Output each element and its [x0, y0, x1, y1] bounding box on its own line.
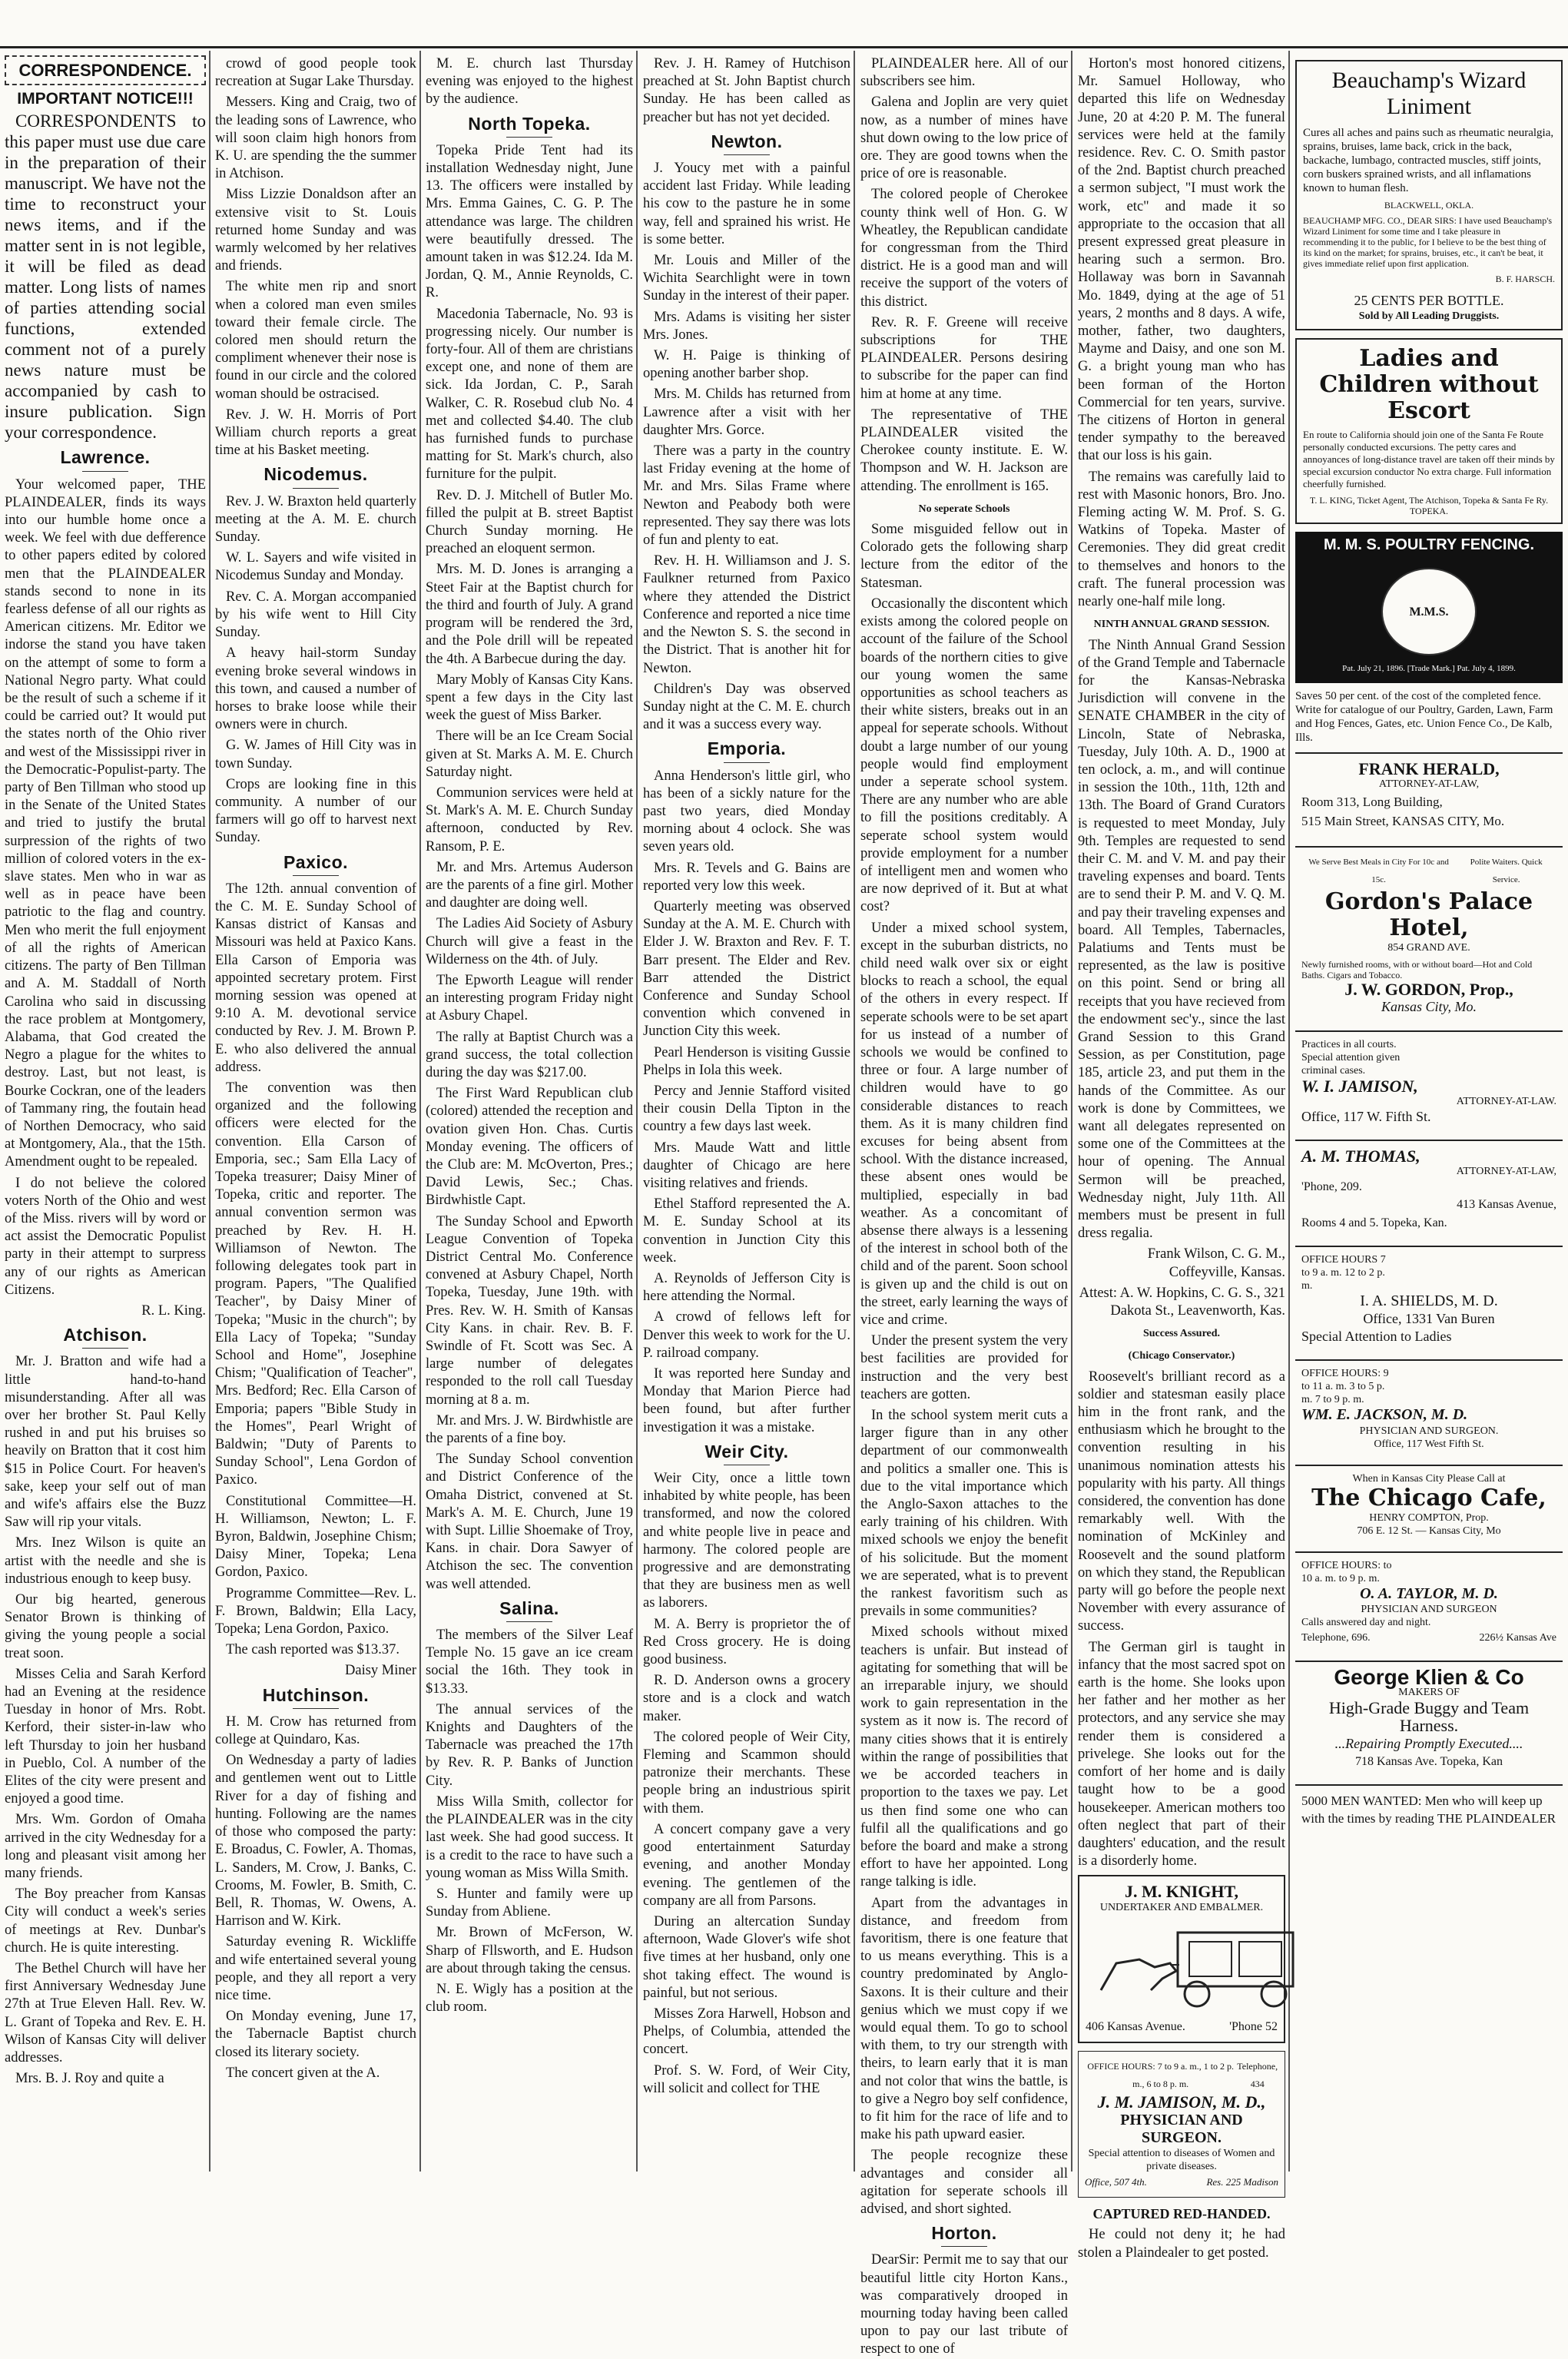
article-paragraph: Mrs. M. D. Jones is arranging a Steet Fair at the Baptist church for the third and fourth of July. A grand program will be rendered the 3rd, and the Pole drill will be repeated the 4th. A Barbecue during the day.	[426, 562, 633, 667]
article-paragraph: The German girl is taught in infancy that the most sacred spot on earth is the home. She looks upon her father and her mother as her protectors, and any service she may render them is considered a privelege. She looks out for the comfort of her home and is daily taught how to be a good housekeeper. American mothers too often neglect that part of their daughters' education, and the result is a disorderly home.	[1078, 1639, 1285, 1870]
ad-repair: ...Repairing Promptly Executed....	[1334, 1735, 1523, 1751]
section-heading-hutchinson: Hutchinson.	[215, 1687, 416, 1709]
article-paragraph: Mary Mobly of Kansas City Kans. spent a few days in the City last week the guest of Miss Barker.	[426, 672, 633, 724]
article-paragraph: R. D. Anderson owns a grocery store and is a clock and watch maker.	[643, 1673, 850, 1724]
section-heading-north-topeka: North Topeka.	[426, 115, 633, 138]
article-paragraph: S. Hunter and family were up Sunday from Abliene.	[426, 1886, 633, 1920]
ad-role: ATTORNEY-AT-LAW,	[1456, 1166, 1556, 1178]
article-paragraph: The First Ward Republican club (colored) attended the reception and ovation given Hon. Chas. Curtis Monday evening. The officers of the Club are: M. McOverton, Pres.; David Lewis, Sec.; Chas. Birdwhistle Capt.	[426, 1086, 633, 1209]
ad-header-row	[1301, 854, 1556, 889]
ad-room: Room 313, Long Building,	[1301, 794, 1443, 809]
article-paragraph: On Wednesday a party of ladies and gentlemen went out to Little River for a day of fishing and hunting. Following are the names of those who composed the party: E. Broadus, C. Fowler, A. Thomas, L. Sanders, M. Crow, J. Banks, C. Crooms, M. Fowler, B. Smith, C. Bell, R. Thomas, W. Owens, A. Harrison and W. Kirk.	[215, 1753, 416, 1929]
article-paragraph: Mixed schools without mixed teachers is unfair. But instead of agitating for something that will be an irreparable injury, we should work to gain representation in the system as it now is. The record of many cities shows that it is entirely within the range of possibilities that we be accorded teachers in proportion to the taxes we pay. Let us then find some one who can fulfil all the qualifications and go before the board and make a strong effort to have her appointed. Long range talking is idle.	[860, 1624, 1068, 1890]
article-paragraph: Programme Committee—Rev. L. F. Brown, Baldwin; Ella Lacy, Topeka; Lena Gordon, Paxico.	[215, 1585, 416, 1637]
article-paragraph: Rev. R. F. Greene will receive subscriptions for THE PLAINDEALER. Persons desiring to subscribe for the paper can find him at home at any time.	[860, 314, 1068, 402]
ad-am-thomas	[1295, 1140, 1563, 1238]
column-rule	[1071, 51, 1072, 2172]
ad-santa-fe-escort	[1295, 338, 1563, 524]
article-paragraph: Mr. and Mrs. J. W. Birdwhistle are the parents of a fine boy.	[426, 1412, 633, 1447]
ad-sold-by: Sold by All Leading Druggists.	[1358, 310, 1500, 323]
ad-chicago-cafe	[1295, 1465, 1563, 1544]
ad-physician-jamison	[1078, 2051, 1285, 2198]
section-heading-weir-city: Weir City.	[643, 1443, 850, 1465]
ad-address: 706 E. 12 St. — Kansas City, Mo	[1357, 1525, 1501, 1537]
ad-address: 226½ Kansas Ave	[1479, 1631, 1556, 1644]
ad-name: I. A. SHIELDS, M. D.	[1360, 1292, 1498, 1309]
article-paragraph: Under the present system the very best facilities are provided for instruction and the very best teachers are gotten.	[860, 1333, 1068, 1402]
ad-city: Kansas City, Mo.	[1381, 999, 1477, 1015]
ad-role: PHYSICIAN AND SURGEON.	[1120, 2111, 1243, 2146]
article-paragraph: Your welcomed paper, THE PLAINDEALER, finds its ways into our humble home once a week. We feel with due defference to other papers edited by colored men that the PLAINDEALER stands second to none in its fearless defense of all our rights as American citizens. Mr. Editor we indorse the stand you have taken on the attempt of some to form a National Negro party. What could be the result of such a scheme if it could be carried out? It would put the states north of the Ohio river and west of the Mississippi river in the Democratic-Populist-party. The party of Ben Tillman who stood up in the Senate of the United States and tried to justify the brutal surpression of the rights of two million of colored voters in the ex-slave states. Men who in war as well as in peace have been patriotic to the flag and country. Men who merit the full enjoyment of all the rights of American citizens. The party of Ben Tillman and A. M. Staddall of North Carolina who said in discussing the race problem at Montgomery, Alabama, that God created the Negro a plague for the whites to destroy. Last, but not least, is Bourke Cockran, one of the leaders of Tammany ring, the foutain head of Northen Democracy, who said at Montgomery, Ala., that the 15th. Amendment ought to be repealed.	[5, 476, 206, 1170]
ad-title: Gordon's Palace Hotel,	[1324, 888, 1533, 942]
article-paragraph: Apart from the advantages in distance, and freedom from favoritism, there is one feature that to us means everything. This is a country predominated by Anglo-Saxons. It is their culture and their genius which we must copy if we would equal them. To go to school with them, to try our strength with theirs, to learn early that it is man and not color that wins the battle, is to give a Negro boy self confidence, to fit him for the race of life and to make his path upward easier.	[860, 1895, 1068, 2143]
ad-title: The Chicago Cafe,	[1311, 1484, 1546, 1511]
article-paragraph: W. L. Sayers and wife visited in Nicodemus Sunday and Monday.	[215, 550, 416, 584]
ad-men-wanted: 5000 MEN WANTED: Men who will keep up with the times by reading THE PLAINDEALER	[1295, 1784, 1563, 1833]
ad-wizard-liniment	[1295, 60, 1563, 330]
article-paragraph: The convention was then organized and the following officers were elected for the convention. Ella Carson of Emporia, sec.; Sam Ella Lacy of Topeka treasurer; Daisy Miner of Topeka, critic and reporter. The annual convention sermon was preached by Rev. H. H. Williamson of Newton. The following delegates took part in program. Papers, "The Qualified Teacher", by Daisy Miner of Topeka; "Music in the church"; by Ella Lacy of Topeka; "Sunday School and Home", Josephine Chism; "Qualification of Teacher", Mrs. Bedford; Rec. Ella Carson of Emporia; papers "Bible Study in the Homes", Pearl Wright of Baldwin; "Duty of Parents to Sunday School", Lena Gordon of Paxico.	[215, 1080, 416, 1488]
article-paragraph: The representative of THE PLAINDEALER visited the Cherokee county institute. E. W. Thompson and W. H. Jackson are attending. The enrollment is 165.	[860, 406, 1068, 494]
fence-logo-icon: M.M.S.	[1381, 568, 1477, 655]
ad-note: When in Kansas City Please Call at	[1352, 1472, 1506, 1485]
article-paragraph: Rev. H. H. Williamson and J. S. Faulkner returned from Paxico where they attended the District Conference and reported a nice time and the Newton S. S. the second in the District. That is another hit for Newton.	[643, 553, 850, 676]
article-paragraph: There was a party in the country last Friday evening at the home of Mr. and Mrs. Silas Frame where Newton and Peabody both were represented. They say there was lots of fun and plenty to eat.	[643, 443, 850, 549]
column-4	[643, 55, 850, 2145]
article-paragraph: Mr. J. Bratton and wife had a little hand-to-hand misunderstanding. After all was over her brother St. Paul Kelly rushed in and put his bruises so heavily on Bratton that it cost him $15 in Police Court. For heaven's sake, keep your self out of man and wife's affairs else the Buzz Saw will rip your vitals.	[5, 1354, 206, 1531]
ad-office: Office, 117 W. Fifth St.	[1301, 1108, 1431, 1124]
ad-patent-dates: Pat. July 21, 1896. [Trade Mark.] Pat. July 4, 1899.	[1342, 664, 1516, 674]
ad-role: PHYSICIAN AND SURGEON	[1361, 1603, 1497, 1615]
ad-address: 515 Main Street, KANSAS CITY, Mo.	[1301, 813, 1505, 828]
article-paragraph: Miss Willa Smith, collector for the PLAINDEALER was in the city last week. She had good success. It is a credit to the race to have such a young woman as Miss Willa Smith.	[426, 1793, 633, 1881]
article-paragraph: The remains was carefully laid to rest with Masonic honors, Bro. Jno. Fleming acting W. M. Prof. S. G. Watkins of Topeka. Master of Ceremonies. They did great credit to themselves and honors to the craft. The funeral procession was nearly one-half mile long.	[1078, 469, 1285, 610]
article-paragraph: Mrs. R. Tevels and G. Bains are reported very low this week.	[643, 860, 850, 894]
section-heading-grand-session: NINTH ANNUAL GRAND SESSION.	[1093, 619, 1270, 631]
ad-address-row	[1086, 2018, 1278, 2036]
ad-role: UNDERTAKER AND EMBALMER.	[1099, 1901, 1264, 1913]
article-paragraph: Weir City, once a little town inhabited by white people, has been transformed, and now the colored and white people live in peace and harmony. The colored people are progressive and are demonstrating that they are business men as well as laborers.	[643, 1471, 850, 1611]
article-paragraph: Ethel Stafford represented the A. M. E. Sunday School at its convention in Junction City this week.	[643, 1196, 850, 1266]
section-heading-no-separate-schools: No seperate Schools	[918, 503, 1010, 515]
ad-note: Practices in all courts. Special attention given criminal cases.	[1301, 1038, 1401, 1077]
ad-frank-herald	[1295, 752, 1563, 838]
article-paragraph: It was reported here Sunday and Monday that Marion Pierce had been found, but after further investigation it was a mistake.	[643, 1366, 850, 1435]
signature: Attest: A. W. Hopkins, C. G. S., 321 Dakota St., Leavenworth, Kas.	[1079, 1285, 1285, 1319]
ad-name: O. A. TAYLOR, M. D.	[1360, 1584, 1498, 1602]
article-paragraph: Rev. J. H. Ramey of Hutchison preached at St. John Baptist church Sunday. He has been called as preacher but has not yet decided.	[643, 56, 850, 125]
ad-phone: 'Phone, 209.	[1301, 1180, 1362, 1194]
column-2	[215, 55, 416, 2145]
article-paragraph: Pearl Henderson is visiting Gussie Phelps in Iola this week.	[643, 1044, 850, 1078]
ad-ia-shields	[1295, 1246, 1563, 1352]
article-paragraph: The concert given at the A.	[226, 2065, 380, 2081]
article-paragraph: Constitutional Committee—H. H. Williamson, Newton; L. F. Byron, Baldwin, Josephine Chism; Daisy Miner, Topeka; Lena Gordon, Paxico.	[215, 1493, 416, 1581]
ad-title: Beauchamp's Wizard Liniment	[1331, 68, 1527, 119]
ad-body: Saves 50 per cent. of the cost of the completed fence. Write for catalogue of our Poultry, Garden, Lawn, Farm and Hog Fences, Gates, etc. Union Fence Co., De Kalb, Ills.	[1295, 689, 1553, 744]
ad-body: Cures all aches and pains such as rheumatic neuralgia, sprains, bruises, lame back, crick in the back, backache, lumbago, contracted muscles, stiff joints, corn buskers sprained wrists, and all inflamations known to human flesh.	[1303, 127, 1554, 194]
article-paragraph: Children's Day was observed Sunday night at the C. M. E. church and it was a success every way.	[643, 681, 850, 733]
ad-wm-jackson	[1295, 1359, 1563, 1456]
article-paragraph: Topeka Pride Tent had its installation Wednesday night, June 13. The officers were installed by Mrs. Emma Gaines, C. G. P. The attendance was large. The children were beautifully dressed. The amount taken in was $12.24. Ida M. Jordan, Q. M., Annie Reynolds, C. R.	[426, 142, 633, 301]
article-paragraph: M. A. Berry is proprietor the of Red Cross grocery. He is doing good business.	[643, 1616, 850, 1668]
column-5	[860, 55, 1068, 2357]
ad-oa-taylor	[1295, 1551, 1563, 1653]
ad-office-hours: OFFICE HOURS: to 10 a. m. to 9 p. m.	[1301, 1559, 1392, 1584]
article-paragraph: The Bethel Church will have her first Anniversary Wednesday June 27th at True Eleven Hall. Rev. W. L. Grant of Topeka and Rev. E. H. Wilson of Kansas City will deliver addresses.	[5, 1961, 206, 2066]
ad-note: We Serve Best Meals in City For 10c and 15c.	[1308, 857, 1449, 885]
article-paragraph: A. Reynolds of Jefferson City is here attending the Normal.	[643, 1271, 850, 1305]
ad-body: En route to California should join one of the Santa Fe Route personally conducted excursions. The petty cares and annoyances of long-distance travel are taken off their minds by special excursion conductor No extra charge. Full information cheerfully furnished.	[1303, 429, 1555, 490]
ad-agent: T. L. KING, Ticket Agent, The Atchison, Topeka & Santa Fe Ry. TOPEKA.	[1309, 495, 1549, 517]
ad-name: FRANK HERALD,	[1358, 758, 1500, 778]
article-paragraph: The colored people of Cherokee county think well of Hon. G. W Wheatley, the Republican candidate for congressman from the Third district. He is a good man and will receive the support of the voters of this district.	[860, 187, 1068, 310]
ad-role: ATTORNEY-AT-LAW.	[1456, 1095, 1556, 1107]
article-paragraph: During an altercation Sunday afternoon, Wade Glover's wife shot five times at her husband, only one shot taking effect. The wound is painful, but not serious.	[643, 1913, 850, 2001]
article-paragraph: Rev. D. J. Mitchell of Butler Mo. filled the pulpit at B. street Baptist Church Sunday morning. He preached an eloquent sermon.	[426, 487, 633, 557]
section-heading-nicodemus: Nicodemus.	[215, 466, 416, 488]
article-paragraph: The white men rip and snort when a colored man even smiles toward their female circle. The colored men should return the compliment whenever their nose is found in our circle and the colored woman should be ostracised.	[215, 279, 416, 402]
article-paragraph: Our big hearted, generous Senator Brown is thinking of giving the young people a social treat soon.	[5, 1592, 206, 1661]
column-7-advertisements	[1295, 55, 1563, 2145]
ad-office-hours: OFFICE HOURS 7 to 9 a. m. 12 to 2 p. m.	[1301, 1253, 1386, 1292]
ad-note: Special attention to diseases of Women and private diseases.	[1088, 2147, 1275, 2172]
article-paragraph: G. W. James of Hill City was in town Sunday.	[215, 738, 416, 771]
article-paragraph: W. H. Paige is thinking of opening another barber shop.	[643, 348, 850, 382]
section-heading-horton: Horton.	[860, 2225, 1068, 2247]
article-paragraph: A crowd of fellows left for Denver this week to work for the U. P. railroad company.	[643, 1309, 850, 1361]
signature: Frank Wilson, C. G. M., Coffeyville, Kansas.	[1147, 1246, 1285, 1280]
article-paragraph: Mrs. Maude Watt and little daughter of Chicago are here visiting relatives and friends.	[643, 1140, 850, 1191]
column-rule	[1288, 51, 1290, 2172]
article-paragraph: The rally at Baptist Church was a grand success, the total collection during the day was $217.00.	[426, 1029, 633, 1080]
ad-owner: J. W. GORDON, Prop.,	[1344, 980, 1513, 1000]
article-paragraph: The Ladies Aid Society of Asbury Church will give a feast in the Wilderness on the 4th. of July.	[426, 916, 633, 967]
article-paragraph: The colored people of Weir City, Fleming and Scammon should patronize their merchants. These people bring an industrious spirit with them.	[643, 1729, 850, 1817]
article-paragraph: M. E. church last Thursday evening was enjoyed to the highest by the audience.	[426, 56, 633, 108]
ad-address: 718 Kansas Ave. Topeka, Kan	[1354, 1754, 1503, 1768]
article-paragraph: Mrs. M. Childs has returned from Lawrence after a visit with her daughter Mrs. Gorce.	[643, 387, 850, 438]
section-heading-salina: Salina.	[426, 1600, 633, 1622]
article-paragraph: Misses Celia and Sarah Kerford had an Evening at the residence Tuesday in honor of Mrs. Robt. Kerford, their sister-in-law who left Thursday to join her husband in Pueblo, Col. A number of the Elites of the city were present and enjoyed a good time.	[5, 1666, 206, 1807]
section-heading-paxico: Paxico.	[215, 854, 416, 876]
article-paragraph: H. M. Crow has returned from college at Quindaro, Kas.	[215, 1714, 416, 1748]
article-paragraph: Rev. J. W. Braxton held quarterly meeting at the A. M. E. church Sunday.	[215, 493, 416, 546]
article-paragraph: Misses Zora Harwell, Hobson and Phelps, of Columbia, attended the concert.	[643, 2006, 850, 2058]
ad-address-row	[1085, 2173, 1278, 2191]
article-paragraph: Under a mixed school system, except in the suburban districts, no child need walk over six or eight blocks to reach a school, the equal of the others in every respect. If seperate schools were to be set apart for us instead of a number of schools we would be confined to three or four. A large number of children would have to go considerable distances to reach them. As it is many children find excuses for being absent from school. With the distance increased, these absent ones would be multiplied, especially in bad weather. As a concomitant of absense there always is a lessening of the interest in school both of the child and of the parent. Soon school is given up and the child is out on the street, early learning the ways of vice and crime.	[860, 920, 1068, 1329]
ad-subtitle: MAKERS OF	[1398, 1687, 1460, 1699]
section-heading-success-assured: Success Assured.	[1142, 1328, 1221, 1340]
article-paragraph: I do not believe the colored voters North of the Ohio and west of the Miss. rivers will by word or act assist the Democratic Populist party in their attempt to surpress any of our rights as American Citizens.	[5, 1175, 206, 1298]
section-heading-atchison: Atchison.	[5, 1326, 206, 1349]
article-paragraph: In the school system merit cuts a larger figure than in any other department of our commonwealth and politics a smaller one. This is due to the vital importance which the Anglo-Saxon attaches to the early training of his children. With mixed schools we enjoy the benefit of his solicitude. But the moment we are seperated, what is to prevent the rankest favoritism such as prevails in some communities?	[860, 1408, 1068, 1620]
ad-signer: B. F. HARSCH.	[1495, 274, 1555, 284]
article-paragraph: Some misguided fellow out in Colorado gets the following sharp lecture from the editor of the Statesman.	[860, 522, 1068, 591]
article-paragraph: Quarterly meeting was observed Sunday at the A. M. E. Church with Elder J. W. Braxton and Rev. F. T. Barr present. The Elder and Rev. Barr attended the District Conference and Sunday School convention which convened in Junction City this week.	[643, 898, 850, 1040]
ad-george-klien	[1295, 1661, 1563, 1777]
article-paragraph: Mrs. Wm. Gordon of Omaha arrived in the city Wednesday for a long and pleasant visit among her many friends.	[5, 1812, 206, 1882]
ad-owner: HENRY COMPTON, Prop.	[1369, 1511, 1489, 1524]
article-paragraph: The Boy preacher from Kansas City will conduct a week's series of meetings at Rev. Dunbar's church. He is quite interesting.	[5, 1886, 206, 1956]
article-paragraph: Mr. and Mrs. Artemus Auderson are the parents of a fine girl. Mother and daughter are doing well.	[426, 859, 633, 911]
ad-name: J. M. KNIGHT,	[1124, 1882, 1239, 1902]
column-1	[5, 55, 206, 2145]
ad-rooms: Rooms 4 and 5. Topeka, Kan.	[1301, 1216, 1447, 1229]
article-paragraph: Horton's most honored citizens, Mr. Samuel Holloway, who departed this life on Wednesday June, 20 at 4:20 P. M. The funeral services were held at the family residence. Rev. C. O. Smith pastor of the 2nd. Baptist church preached a sermon subject, "I must work the work, etc" and made it so appropriate to the occasion that all present expressed great pleasure in hearing such a sermon. Bro. Hollaway was born in Savannah Mo. 1849, dying at the age of 51 years, 2 months and 8 days. A wife, mother, father, two daughters, Mayme and Daisy, and one son M. G. a bright young man who has been forman of the Horton Commercial for ten years, survive. The citizens of Horton in general tender sympathy to the bereaved that our loss is his gain.	[1078, 56, 1285, 464]
ad-goods: High-Grade Buggy and Team Harness.	[1328, 1698, 1530, 1736]
signature: R. L. King.	[141, 1302, 206, 1319]
hearse-illustration	[1086, 1917, 1331, 2009]
ad-address: 406 Kansas Avenue.	[1086, 2019, 1185, 2033]
article-paragraph: Saturday evening R. Wickliffe and wife entertained several young people, and they all report a very nice time.	[215, 1934, 416, 2003]
article-paragraph: There will be an Ice Cream Social given at St. Marks A. M. E. Church Saturday night.	[426, 728, 633, 780]
article-paragraph: Rev. C. A. Morgan accompanied by his wife went to Hill City Sunday.	[215, 589, 416, 641]
ad-name: J. M. JAMISON, M. D.,	[1097, 2092, 1266, 2112]
section-heading-lawrence: Lawrence.	[5, 449, 206, 471]
ad-note: Polite Waiters. Quick Service.	[1470, 857, 1543, 885]
article-paragraph: Galena and Joplin are very quiet now, as a number of mines have shut down owing to the low price of ore. They are good towns when the price of ore is reasonable.	[860, 95, 1068, 182]
article-paragraph: The cash reported was $13.37.	[226, 1642, 400, 1658]
article-paragraph: The people recognize these advantages and consider all agitation for seperate schools ill advised, and short sighted.	[860, 2148, 1068, 2217]
fence-logo-panel	[1295, 559, 1563, 682]
ad-gordon-hotel	[1295, 846, 1563, 1023]
ad-calls: Calls answered day and night.	[1301, 1616, 1431, 1628]
article-paragraph: Prof. S. W. Ford, of Weir City, will solicit and collect for THE	[643, 2062, 850, 2096]
section-heading-emporia: Emporia.	[643, 740, 850, 762]
article-paragraph: A heavy hail-storm Sunday evening broke several windows in this town, and caused a number of horses to brake loose while their owners were in church.	[215, 645, 416, 733]
ad-phone: 'Phone 52	[1229, 2019, 1278, 2033]
article-paragraph: Macedonia Tabernacle, No. 93 is progressing nicely. Our number is forty-four. All of them are christians except one, and none of them are sick. Ida Jordan, C. P., Sarah Walker, C. R. Rosebud club No. 4 met and collected $4.40. The club has furnished funds to purchase matting for St. Mark's church, also furniture for the pulpit.	[426, 306, 633, 483]
signature: Daisy Miner	[345, 1663, 416, 1679]
ad-telephone: Telephone, 696.	[1301, 1631, 1371, 1644]
article-paragraph: PLAINDEALER here. All of our subscribers see him.	[860, 56, 1068, 90]
ad-office-hours: OFFICE HOURS: 7 to 9 a. m., 1 to 2 p. m., 6 to 8 p. m.	[1087, 2060, 1235, 2090]
article-paragraph: The Sunday School and Epworth League Convention of Topeka District Central Mo. Conference convened at Asbury Chapel, North Topeka, Tuesday, June 19th. with Pres. Rev. W. H. Smith of Kansas City Kans. in chair. Rev. B. F. Swindle of Ft. Scott was Sec. A large number of delegates responded to the roll call Tuesday morning at 8 a. m.	[426, 1213, 633, 1408]
ad-testimonial: BEAUCHAMP MFG. CO., DEAR SIRS: I have used Beauchamp's Wizard Liniment for some time and I take pleasure in recommending it to the public, for I believe to be the best thing of its kind on the market; for sprains, bruises, etc., it can't be beat, it gives immediate relief upon first application.	[1303, 215, 1553, 269]
article-paragraph: The Ninth Annual Grand Session of the Grand Temple and Tabernacle for the Kansas-Nebraska Jurisdiction will convene in the SENATE CHAMBER in the city of Lincoln, State of Nebraska, Tuesday, July 10th. A. D., 1900 at ten oclock, a. m., and will continue in session the 10th., 11th, 12th and 13th. The Board of Grand Curators is requested to meet Monday, July 9th. Temples are requested to send their C. M. and V. M. and pay their traveling expenses and board. Tents are to send their P. M. and V. Q. M. and pay their traveling expenses and board. All Temples, Tabernacles, Palatiums and Tents must be represented, as the law is positive on this point. Send or bring all receipts that you have recieved from the endowment sec'y., since the last Grand Session to this Grand Session, as per Constitution, page 185, article 23, and put them in the hands of the Committee. As our work is done by Committees, we want all delegates represented on some one of the Committees at the hour of opening. The Annual Sermon will be preached, Wednesday night, July 11th. All members must be present in full dress regalia.	[1078, 637, 1285, 1242]
article-paragraph: Occasionally the discontent which exists among the colored people on account of the failure of the School boards of the northern cities to give our young women the same opportunities as school teachers as their white sisters, breaks out in an appeal for seperate schools. Without doubt a large number of our young people would find employment under a seperate school system. There are any number who are able to fill the positions creditably. A seperate school system would provide employment for a number of intelligent men and women who are now deprived of it. But at what cost?	[860, 596, 1068, 915]
column-rule	[636, 51, 638, 2172]
article-paragraph: crowd of good people took recreation at Sugar Lake Thursday.	[215, 56, 416, 90]
source-credit: (Chicago Conservator.)	[1128, 1350, 1235, 1362]
article-paragraph: The 12th. annual convention of the C. M. E. Sunday School of Kansas district of Kansas and Missouri was held at Paxico Kans. Ella Carson of Emporia was appointed secretary protem. First morning session was opened at 9:10 A. M. devotional service conducted by Rev. J. M. Brown P. E. who also delivered the annual address.	[215, 881, 416, 1075]
ad-note: Special Attention to Ladies	[1301, 1329, 1452, 1345]
article-paragraph: Rev. J. W. H. Morris of Port William church reports a great time at his Basket meeting.	[215, 406, 416, 459]
column-6	[1078, 55, 1285, 2261]
ad-role: PHYSICIAN AND SURGEON.	[1359, 1425, 1499, 1437]
article-paragraph: Anna Henderson's little girl, who has been of a sickly nature for the past two years, died Monday morning about 4 oclock. She was seven years old.	[643, 768, 850, 855]
column-rule	[419, 51, 421, 2172]
article-paragraph: J. Youcy met with a painful accident last Friday. While leading his cow to the pasture he in some way, fell and sprained his wrist. He is some better.	[643, 161, 850, 247]
article-paragraph: Mrs. Inez Wilson is quite an artist with the needle and she is industrious enough to keep busy.	[5, 1535, 206, 1587]
notice-heading: IMPORTANT NOTICE!!!	[17, 90, 194, 108]
article-paragraph: Miss Lizzie Donaldson after an extensive visit to St. Louis returned home Sunday and was warmly welcomed by her relatives and friends.	[215, 187, 416, 274]
ad-telephone: Telephone, 434	[1237, 2060, 1278, 2090]
article-paragraph: Mr. Brown of McFerson, W. Sharp of Fllsworth, and E. Hudson are about through taking the census.	[426, 1925, 633, 1976]
ad-role: ATTORNEY-AT-LAW,	[1378, 778, 1480, 790]
notice-text: CORRESPONDENTS to this paper must use due care in the preparation of their manuscript. We have not the time to reconstruct your news items, and if the matter sent in is not legible, it will be filed as dead matter. Long lists of names of parties attending social functions, extended comment not of a purely news nature must be accompanied by cash to insure publication. Sign your correspondence.	[5, 111, 206, 443]
article-paragraph: N. E. Wigly has a position at the club room.	[426, 1981, 633, 2016]
top-rule	[0, 46, 1568, 48]
article-paragraph: Crops are looking fine in this community. A number of our farmers will go off to harvest next Sunday.	[215, 776, 416, 846]
ad-header-row	[1085, 2058, 1278, 2093]
ad-location: BLACKWELL, OKLA.	[1384, 200, 1474, 211]
ad-address: 413 Kansas Avenue,	[1457, 1198, 1556, 1212]
ad-wi-jamison	[1295, 1030, 1563, 1132]
ad-name: W. I. JAMISON,	[1301, 1076, 1418, 1096]
column-rule	[209, 51, 211, 2172]
article-paragraph: He could not deny it; he had stolen a Plaindealer to get posted.	[1078, 2227, 1285, 2261]
ad-poultry-fencing	[1295, 532, 1563, 744]
ad-office: Office, 1331 Van Buren	[1363, 1311, 1495, 1327]
article-paragraph: Percy and Jennie Stafford visited their cousin Della Tipton in the country a few days last week.	[643, 1083, 850, 1135]
article-paragraph: DearSir: Permit me to say that our beautiful little city Horton Kans., was comparatively drooped in mourning today having been called upon to pay our last tribute of respect to one of	[860, 2252, 1068, 2357]
ad-residence: Res. 225 Madison	[1206, 2175, 1278, 2188]
article-paragraph: Roosevelt's brilliant record as a soldier and statesman easily place him in the front rank, and the enthusiasm which he brought to the convention resulting in his unanimous nomination attests his popularity with his party. All things considered, the convention has done remarkably well. With the nomination of McKinley and Roosevelt and the sound platform on which they stand, the Republican party will go before the people next November with every assurance of success.	[1078, 1369, 1285, 1634]
article-paragraph: Mrs. B. J. Roy and quite a	[15, 2071, 164, 2087]
article-paragraph: The Epworth League will render an interesting program Friday night at Asbury Chapel.	[426, 972, 633, 1024]
ad-office: Office, 507 4th.	[1085, 2175, 1147, 2188]
ad-title: Ladies and Children without Escort	[1319, 345, 1539, 425]
article-paragraph: Mr. Louis and Miller of the Wichita Searchlight were in town Sunday in the interest of their paper.	[643, 253, 850, 304]
ad-title: George Klien & Co	[1334, 1665, 1524, 1690]
ad-name: WM. E. JACKSON, M. D.	[1301, 1406, 1468, 1424]
ad-body: Newly furnished rooms, with or without board—Hot and Cold Baths. Cigars and Tobacco.	[1301, 959, 1533, 981]
article-paragraph: Mrs. Adams is visiting her sister Mrs. Jones.	[643, 309, 850, 343]
article-paragraph: Communion services were held at St. Mark's A. M. E. Church Sunday afternoon, conducted by Rev. Ransom, P. E.	[426, 785, 633, 854]
ad-price: 25 CENTS PER BOTTLE.	[1354, 293, 1504, 308]
section-heading-captured: CAPTURED RED-HANDED.	[1092, 2206, 1271, 2222]
column-rule	[854, 51, 855, 2172]
article-paragraph: The annual services of the Knights and Daughters of the Tabernacle was preached the 17th by Rev. R. P. Banks of Junction City.	[426, 1701, 633, 1789]
ad-title: M. M. S. POULTRY FENCING.	[1295, 532, 1563, 559]
article-paragraph: On Monday evening, June 17, the Tabernacle Baptist church closed its literary society.	[215, 2009, 416, 2060]
article-paragraph: The Sunday School convention and District Conference of the Omaha District, convened at St. Mark's A. M. E. Church, June 19 with Supt. Lillie Shoemake of Troy, Kans. in chair. Dora Sawyer of Atchison the sec. The convention was well attended.	[426, 1452, 633, 1592]
article-paragraph: Messers. King and Craig, two of the leading sons of Lawrence, who will soon claim high honors from K. U. are spending the the summer in Atchison.	[215, 95, 416, 182]
ad-office: Office, 117 West Fifth St.	[1374, 1438, 1484, 1450]
section-heading-newton: Newton.	[643, 133, 850, 155]
column-3	[426, 55, 633, 2145]
article-paragraph: A concert company gave a very good entertainment Saturday evening, and another Monday evening. The gentlemen of the company are all from Parsons.	[643, 1821, 850, 1909]
correspondence-heading: CORRESPONDENCE.	[5, 55, 206, 85]
ad-address: 854 GRAND AVE.	[1387, 942, 1470, 954]
ad-contact-row	[1301, 1629, 1556, 1647]
ad-undertaker	[1078, 1875, 1285, 2043]
article-paragraph: The members of the Silver Leaf Temple No. 15 gave an ice cream social the 16th. They took in $13.33.	[426, 1627, 633, 1697]
ad-name: A. M. THOMAS,	[1301, 1146, 1420, 1166]
ad-office-hours: OFFICE HOURS: 9 to 11 a. m. 3 to 5 p. m. 7 to 9 p. m.	[1301, 1368, 1389, 1406]
